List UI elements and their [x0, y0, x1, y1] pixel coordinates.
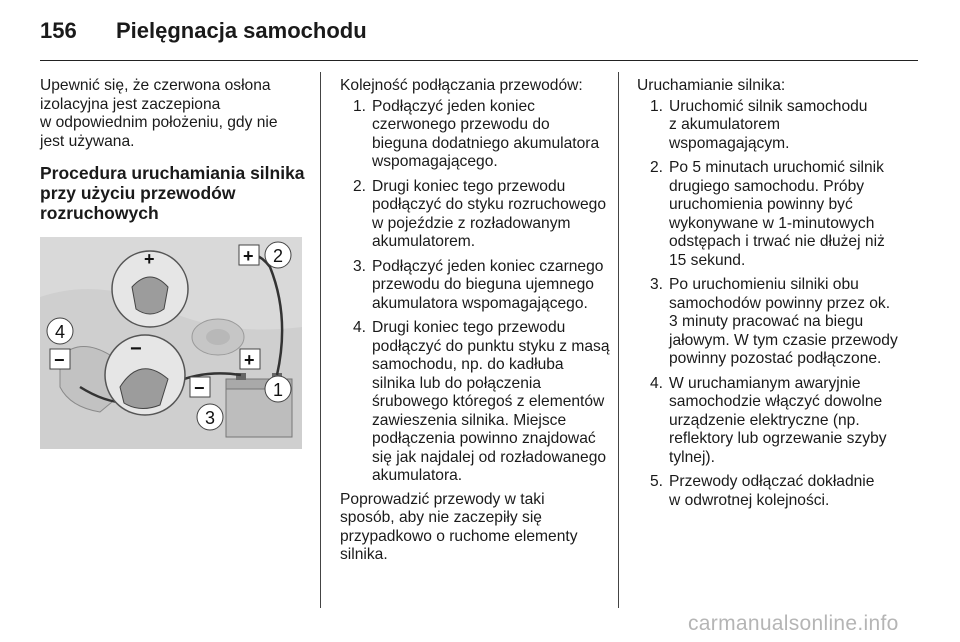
minus-box-middle — [190, 377, 210, 398]
list-item — [637, 276, 907, 369]
step-number: 5. — [649, 473, 663, 490]
column-divider-2 — [618, 72, 619, 608]
step-text: Po uruchomieniu silniki obu samochodów powinny przez ok. 3 minuty pracować na biegu jałowym. W tym czasie przewody powinny pozostać podłączone. — [669, 276, 898, 367]
connection-order-lead: Kolejność podłączania przewodów: — [340, 77, 583, 94]
step-number: 3. — [352, 257, 366, 275]
step-text: Podłączyć jeden koniec czarnego przewodu do bieguna ujemnego akumulatora wspomagającego. — [372, 257, 604, 312]
cable-routing-note: Poprowadzić przewody w taki sposób, aby nie zaczepiły się przypadkowo o ruchome elementy silnika. — [340, 490, 578, 563]
step-number: 3. — [649, 276, 663, 293]
plus-box-top — [239, 245, 259, 266]
step-text: Przewody odłączać dokładnie w odwrotnej kolejności. — [669, 473, 875, 509]
step-number: 1. — [649, 97, 663, 115]
step-number: 4. — [352, 319, 366, 336]
callout-2-label: 2 — [272, 246, 284, 266]
engine-start-lead: Uruchamianie silnika: — [637, 77, 786, 94]
list-item — [637, 375, 907, 468]
callout-3-label: 3 — [204, 408, 216, 428]
callout-4 — [47, 318, 73, 344]
plus-box-right — [240, 349, 260, 370]
section-heading: Procedura uruchamiania silnika przy użyciu przewodów rozruchowych — [40, 163, 305, 223]
minus-box-left-sign: − — [54, 350, 65, 370]
minus-box-middle-sign: − — [194, 378, 205, 398]
callout-3 — [197, 404, 223, 430]
step-text: Po 5 minutach uruchomić silnik drugiego samochodu. Próby uruchomienia powinny być wykonywane w 1-minutowych odstępach i trwać nie dłużej niż 15 sekund. — [669, 159, 885, 269]
list-item — [340, 178, 610, 252]
page-title: Pielęgnacja samochodu — [116, 18, 367, 43]
plus-box-top-sign: + — [243, 246, 254, 266]
step-text: Uruchomić silnik samochodu z akumulatorem wspomagającym. — [669, 97, 868, 152]
step-number: 2. — [352, 177, 366, 195]
column-right — [637, 77, 907, 510]
step-text: Drugi koniec tego przewodu podłączyć do punktu styku z masą samochodu, np. do kadłuba silnika lub do połączenia śrubowego któregoś z elementów zawieszenia silnika. Miejsce podłączenia powinno znajdować się jak najdalej od rozładowanego akumulatora. — [372, 319, 610, 484]
plus-sign-inset: + — [144, 249, 155, 269]
watermark: carmanualsonline.info — [688, 612, 899, 635]
callout-1 — [265, 376, 291, 402]
list-item — [340, 98, 610, 172]
reservoir-cap-inner — [206, 329, 230, 345]
list-item — [340, 258, 610, 314]
step-text: Podłączyć jeden koniec czerwonego przewodu do bieguna dodatniego akumulatora wspomagającego. — [372, 97, 600, 170]
page-number: 156 — [40, 18, 77, 43]
column-divider-1 — [320, 72, 321, 608]
callout-1-label: 1 — [272, 380, 284, 400]
step-text: W uruchamianym awaryjnie samochodzie włączyć dowolne urządzenie elektryczne (np. reflektory lub ogrzewanie szyby tylnej). — [669, 374, 887, 466]
plus-box-right-sign: + — [244, 350, 255, 370]
step-number: 1. — [352, 97, 366, 115]
connection-steps — [340, 98, 610, 486]
list-item — [637, 159, 907, 270]
list-item — [340, 319, 610, 486]
step-number: 2. — [649, 159, 663, 176]
intro-paragraph: Upewnić się, że czerwona osłona izolacyjna jest zaczepiona w odpowiednim położeniu, gdy nie jest używana. — [40, 77, 278, 150]
list-item — [637, 473, 907, 510]
column-left — [40, 77, 310, 449]
column-middle — [340, 77, 610, 565]
callout-4-label: 4 — [54, 322, 66, 342]
jump-start-diagram — [40, 237, 302, 449]
minus-sign-inset: − — [130, 338, 142, 360]
page-header — [40, 14, 920, 54]
engine-start-steps — [637, 98, 907, 511]
callout-2 — [265, 242, 291, 268]
step-number: 4. — [649, 374, 663, 392]
header-divider — [40, 60, 918, 61]
jump-start-illustration — [40, 237, 302, 449]
step-text: Drugi koniec tego przewodu podłączyć do styku rozruchowego w pojeździe z rozładowanym akumulatorem. — [372, 177, 607, 250]
minus-box-left — [50, 349, 70, 370]
list-item — [637, 98, 907, 154]
positive-clamp — [132, 277, 168, 314]
